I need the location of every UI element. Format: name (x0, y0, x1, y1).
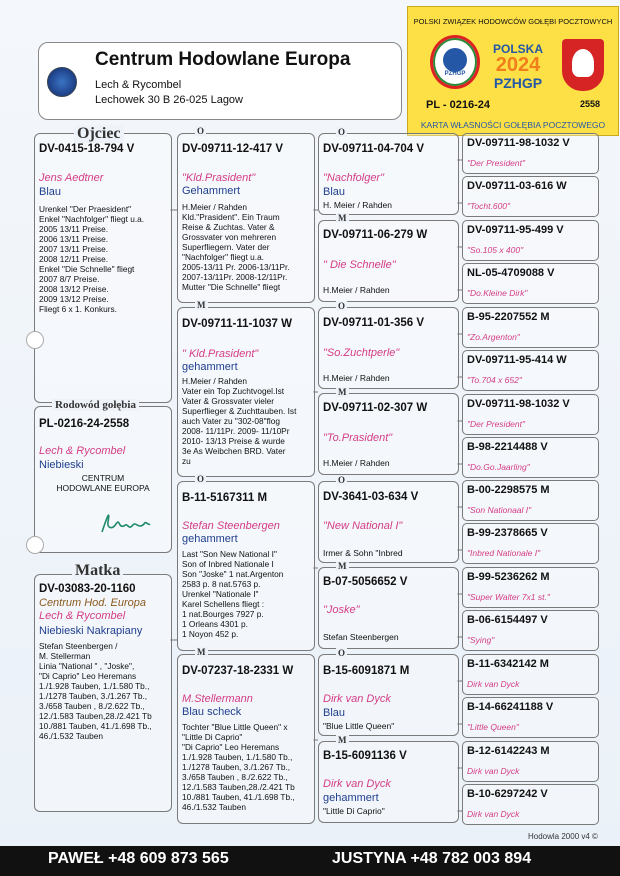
gggp-card (462, 523, 599, 564)
grandsire-paternal-card (177, 133, 315, 303)
ggp-name: "So.Zuchtperle" (323, 347, 400, 359)
mother-name-1: Centrum Hod. Europa (39, 597, 146, 609)
gggp-name: "Son Nationaal I" (467, 505, 532, 515)
sex-label-o: O (197, 126, 205, 136)
ggp-name: "Joske" (323, 604, 360, 616)
binder-hole (26, 536, 44, 554)
breeder-address: Lechowek 30 B 26-025 Lagow (95, 94, 243, 106)
gggp-ring: B-11-6342142 M (467, 658, 549, 670)
ggp-color: gehammert (323, 792, 379, 804)
gggp-name: "Sying" (467, 635, 495, 645)
contact-justyna: JUSTYNA +48 782 003 894 (332, 850, 532, 867)
sex-label-m: M (338, 561, 347, 571)
gggp-name: Dirk van Dyck (467, 766, 520, 776)
grandparent-name: Stefan Steenbergen (182, 520, 280, 532)
father-notes: Urenkel "Der Praesident" Enkel "Nachfolger" fliegt u.a. 2005 13/11 Preise. 2006 13/11 Preise. 2007 13/11 Preise. 2008 12/11 Preise. Enkel "Die Schnelle" fliegt 2007 8/7 Preise. 2008 13/12 Preise. 2009 13/12 Preise. Fliegt 6 x 1. Konkurs. (39, 204, 145, 314)
gggp-card (462, 133, 599, 174)
ggp-breeder: H.Meier / Rahden (323, 373, 390, 383)
gggp-ring: B-98-2214488 V (467, 441, 548, 453)
gggp-ring: DV-09711-95-414 W (467, 354, 567, 366)
ggp-ring: DV-09711-01-356 V (323, 317, 425, 329)
ggp-ring: B-15-6091871 M (323, 665, 410, 677)
ggp-name: "New National I" (323, 520, 403, 532)
breeder-owner: Lech & Rycombel (95, 79, 182, 91)
grandparent-ring: B-11-5167311 M (182, 492, 268, 504)
sex-label-m: M (197, 647, 206, 657)
gggp-name: "Do.Kleine Dirk" (467, 288, 528, 298)
ggp-breeder: H.Meier / Rahden (323, 458, 390, 468)
gggp-name: "Der President" (467, 158, 526, 168)
gggp-name: Dirk van Dyck (467, 809, 520, 819)
subject-owner: Lech & Rycombel (39, 445, 126, 457)
gggp-name: "Little Queen" (467, 722, 519, 732)
subject-ring: PL-0216-24-2558 (39, 418, 130, 430)
subject-center: CENTRUM HODOWLANE EUROPA (56, 473, 150, 493)
sex-label-o: O (338, 648, 346, 658)
mother-ring: DV-03083-20-1160 (39, 583, 136, 595)
gggp-card (462, 394, 599, 435)
badge-year: 2024 (495, 54, 541, 76)
gggp-name: "Tocht.600" (467, 201, 511, 211)
sex-label-o: O (338, 475, 346, 485)
badge-number: 2558 (580, 99, 601, 109)
gggp-name: "Do.Go.Jaarling" (467, 462, 530, 472)
gggp-name: "So.105 x 400" (467, 245, 524, 255)
sex-label-m: M (197, 300, 206, 310)
father-card (34, 133, 172, 403)
subject-color: Niebieski (39, 459, 84, 471)
gggp-ring: B-06-6154497 V (467, 614, 548, 626)
grandparent-notes: Tochter "Blue Little Queen" x "Little Di Caprio" "Di Caprio" Leo Heremans 1./1.928 Tauben, 1./1.580 Tb., 1./1278 Tauben, 3./1.267 Tb., 3./658 Tauben , 8./2.622 Tb., 12./1.583 Tauben,28./2.421 Tb 10./881 Tauben, 41./1.698 Tb., 46./1.532 Tauben (182, 722, 295, 812)
ggp-name: "To.Prasident" (323, 432, 393, 444)
ggp-breeder: "Little Di Caprio" (323, 806, 385, 816)
gggp-name: "Inbred Nationale I" (467, 548, 541, 558)
grandparent-ring: DV-09711-11-1037 W (182, 318, 292, 330)
sex-label-m: M (338, 735, 347, 745)
grandparent-notes: Last "Son New National I" Son of Inbred Nationale I Son "Joske" 1 nat.Argenton 2583 p. 8 nat.5763 p. Urenkel "Nationale I" Karel Schellens fliegt : 1 nat.Bourges 7927 p. 1 Orleans 4301 p. 1 Noyon 452 p. (182, 549, 284, 639)
logo-text: PZHGP (444, 71, 466, 77)
father-ring: DV-0415-18-794 V (39, 143, 135, 155)
gggp-card (462, 263, 599, 304)
grandparent-color: Gehammert (182, 185, 241, 197)
gggp-ring: DV-09711-03-616 W (467, 180, 567, 192)
grandparent-color: gehammert (182, 533, 238, 545)
gggp-card (462, 480, 599, 521)
ggp-breeder: H.Meier / Rahden (323, 285, 390, 295)
great-grandparent-card (318, 393, 459, 475)
gggp-card (462, 654, 599, 695)
ggp-color: Blau (323, 186, 346, 198)
grandsire-maternal-card (177, 481, 315, 651)
ggp-ring: DV-09711-04-704 V (323, 143, 425, 155)
gggp-card (462, 437, 599, 478)
software-version: Hodowla 2000 v4 © (528, 832, 598, 841)
gggp-ring: B-00-2298575 M (467, 484, 550, 496)
great-grandparent-card (318, 307, 459, 389)
gggp-card (462, 176, 599, 217)
grandparent-name: "Kld.Prasident" (182, 172, 256, 184)
ggp-name: " Die Schnelle" (323, 259, 396, 271)
sex-label-o: O (338, 127, 346, 137)
grandparent-ring: DV-09711-12-417 V (182, 143, 284, 155)
ggp-name: Dirk van Dyck (323, 778, 391, 790)
great-grandparent-card (318, 481, 459, 563)
contact-pawel: PAWEŁ +48 609 873 565 (48, 850, 229, 867)
grandparent-notes: H.Meier / Rahden Kld."Prasident". Ein Traum Reise & Zuchtas. Vater & Grossvater von mehreren Superfliegern. Vater der "Nachfolger" fliegt u.a. 2005-13/11 Pr. 2006-13/11Pr. 2007-13/11Pr. 2008-12/11Pr. Mutter "Die Schnelle" fliegt (182, 202, 290, 292)
gggp-card (462, 307, 599, 348)
gggp-ring: B-95-2207552 M (467, 311, 550, 323)
gggp-ring: B-14-66241188 V (467, 701, 554, 713)
badge-ring: PL - 0216-24 (426, 99, 491, 111)
pedigree-label: Rodowód gołębia (52, 399, 139, 411)
sex-label-m: M (338, 213, 347, 223)
great-grandparent-card (318, 654, 459, 736)
mother-card (34, 574, 172, 812)
granddam-paternal-card (177, 307, 315, 477)
ggp-name: "Nachfolger" (323, 172, 385, 184)
gggp-card (462, 741, 599, 782)
granddam-maternal-card (177, 654, 315, 824)
gggp-ring: DV-09711-95-499 V (467, 224, 564, 236)
gggp-ring: NL-05-4709088 V (467, 267, 555, 279)
gggp-name: "To.704 x 652" (467, 375, 522, 385)
gggp-ring: B-99-5236262 M (467, 571, 550, 583)
gggp-card (462, 567, 599, 608)
gggp-card (462, 610, 599, 651)
grandparent-color: Blau scheck (182, 706, 242, 718)
great-grandparent-card (318, 567, 459, 649)
ggp-breeder: Stefan Steenbergen (323, 632, 399, 642)
contact-footer (0, 846, 620, 876)
great-grandparent-card (318, 133, 459, 215)
breeder-title: Centrum Hodowlane Europa (95, 49, 351, 70)
ggp-name: Dirk van Dyck (323, 693, 391, 705)
great-grandparent-card (318, 741, 459, 823)
ggp-breeder: H. Meier / Rahden (323, 200, 392, 210)
ggp-ring: DV-09711-06-279 W (323, 229, 428, 241)
sex-label-o: O (338, 301, 346, 311)
mother-label: Matka (72, 562, 123, 580)
gggp-name: "Super Walter 7x1 st." (467, 592, 550, 602)
gggp-ring: B-99-2378665 V (467, 527, 548, 539)
grandparent-ring: DV-07237-18-2331 W (182, 665, 294, 677)
gggp-name: "Der President" (467, 419, 526, 429)
badge-card-title: KARTA WŁASNOŚCI GOŁĘBIA POCZTOWEGO (420, 120, 606, 130)
binder-hole (26, 331, 44, 349)
grandparent-notes: H.Meier / Rahden Vater ein Top Zuchtvogel.Ist Vater & Grossvater vieler Superflieger & Zuchttauben. Ist auch Vater zu "302-08"flog 2008- 11/11Pr. 2009- 11/10Pr 2010- 13/13 Preise & wurde 3e As Weibchen BRD. Vater zu (182, 376, 297, 466)
ggp-breeder: Irmer & Sohn "Inbred (323, 548, 403, 558)
grandparent-color: gehammert (182, 361, 238, 373)
badge-country: POLSKA (492, 42, 543, 56)
sex-label-o: O (197, 474, 205, 484)
sex-label-m: M (338, 387, 347, 397)
gggp-ring: DV-09711-98-1032 V (467, 137, 570, 149)
gggp-card (462, 350, 599, 391)
gggp-ring: DV-09711-98-1032 V (467, 398, 570, 410)
ggp-color: Blau (323, 707, 346, 719)
gggp-name: "Zo.Argenton" (467, 332, 520, 342)
ggp-ring: DV-09711-02-307 W (323, 402, 428, 414)
ggp-ring: B-07-5056652 V (323, 576, 408, 588)
mother-color: Niebieski Nakrapiany (39, 625, 143, 637)
father-breeder-name: Jens Aedtner (39, 172, 104, 184)
association-name: POLSKI ZWIĄZEK HODOWCÓW GOŁĘBI POCZTOWYCH (413, 17, 613, 26)
badge-org: PZHGP (493, 75, 543, 91)
grandparent-name: " Kld.Prasident" (182, 348, 259, 360)
father-color: Blau (39, 186, 62, 198)
gggp-name: Dirk van Dyck (467, 679, 520, 689)
ggp-ring: DV-3641-03-634 V (323, 491, 419, 503)
grandparent-name: M.Stellermann (182, 693, 253, 705)
great-grandparent-card (318, 220, 459, 302)
mother-notes: Stefan Steenbergen / M. Stellerman Linia "National " , "Joske", "Di Caprio" Leo Heremans 1./1.928 Tauben, 1./1.580 Tb., 1./1278 Tauben, 3./1.267 Tb., 3./658 Tauben , 8./2.622 Tb., 12./1.583 Tauben,28./2.421 Tb 10./881 Tauben, 41./1.698 Tb., 46./1.532 Tauben (39, 641, 152, 741)
gggp-card (462, 220, 599, 261)
owner-signature (98, 508, 154, 536)
gggp-card (462, 784, 599, 825)
father-label: Ojciec (74, 125, 124, 143)
gggp-ring: B-10-6297242 V (467, 788, 548, 800)
ggp-ring: B-15-6091136 V (323, 750, 407, 762)
gggp-ring: B-12-6142243 M (467, 745, 550, 757)
gggp-card (462, 697, 599, 738)
ggp-breeder: "Blue Little Queen" (323, 721, 395, 731)
mother-name-2: Lech & Rycombel (39, 610, 126, 622)
